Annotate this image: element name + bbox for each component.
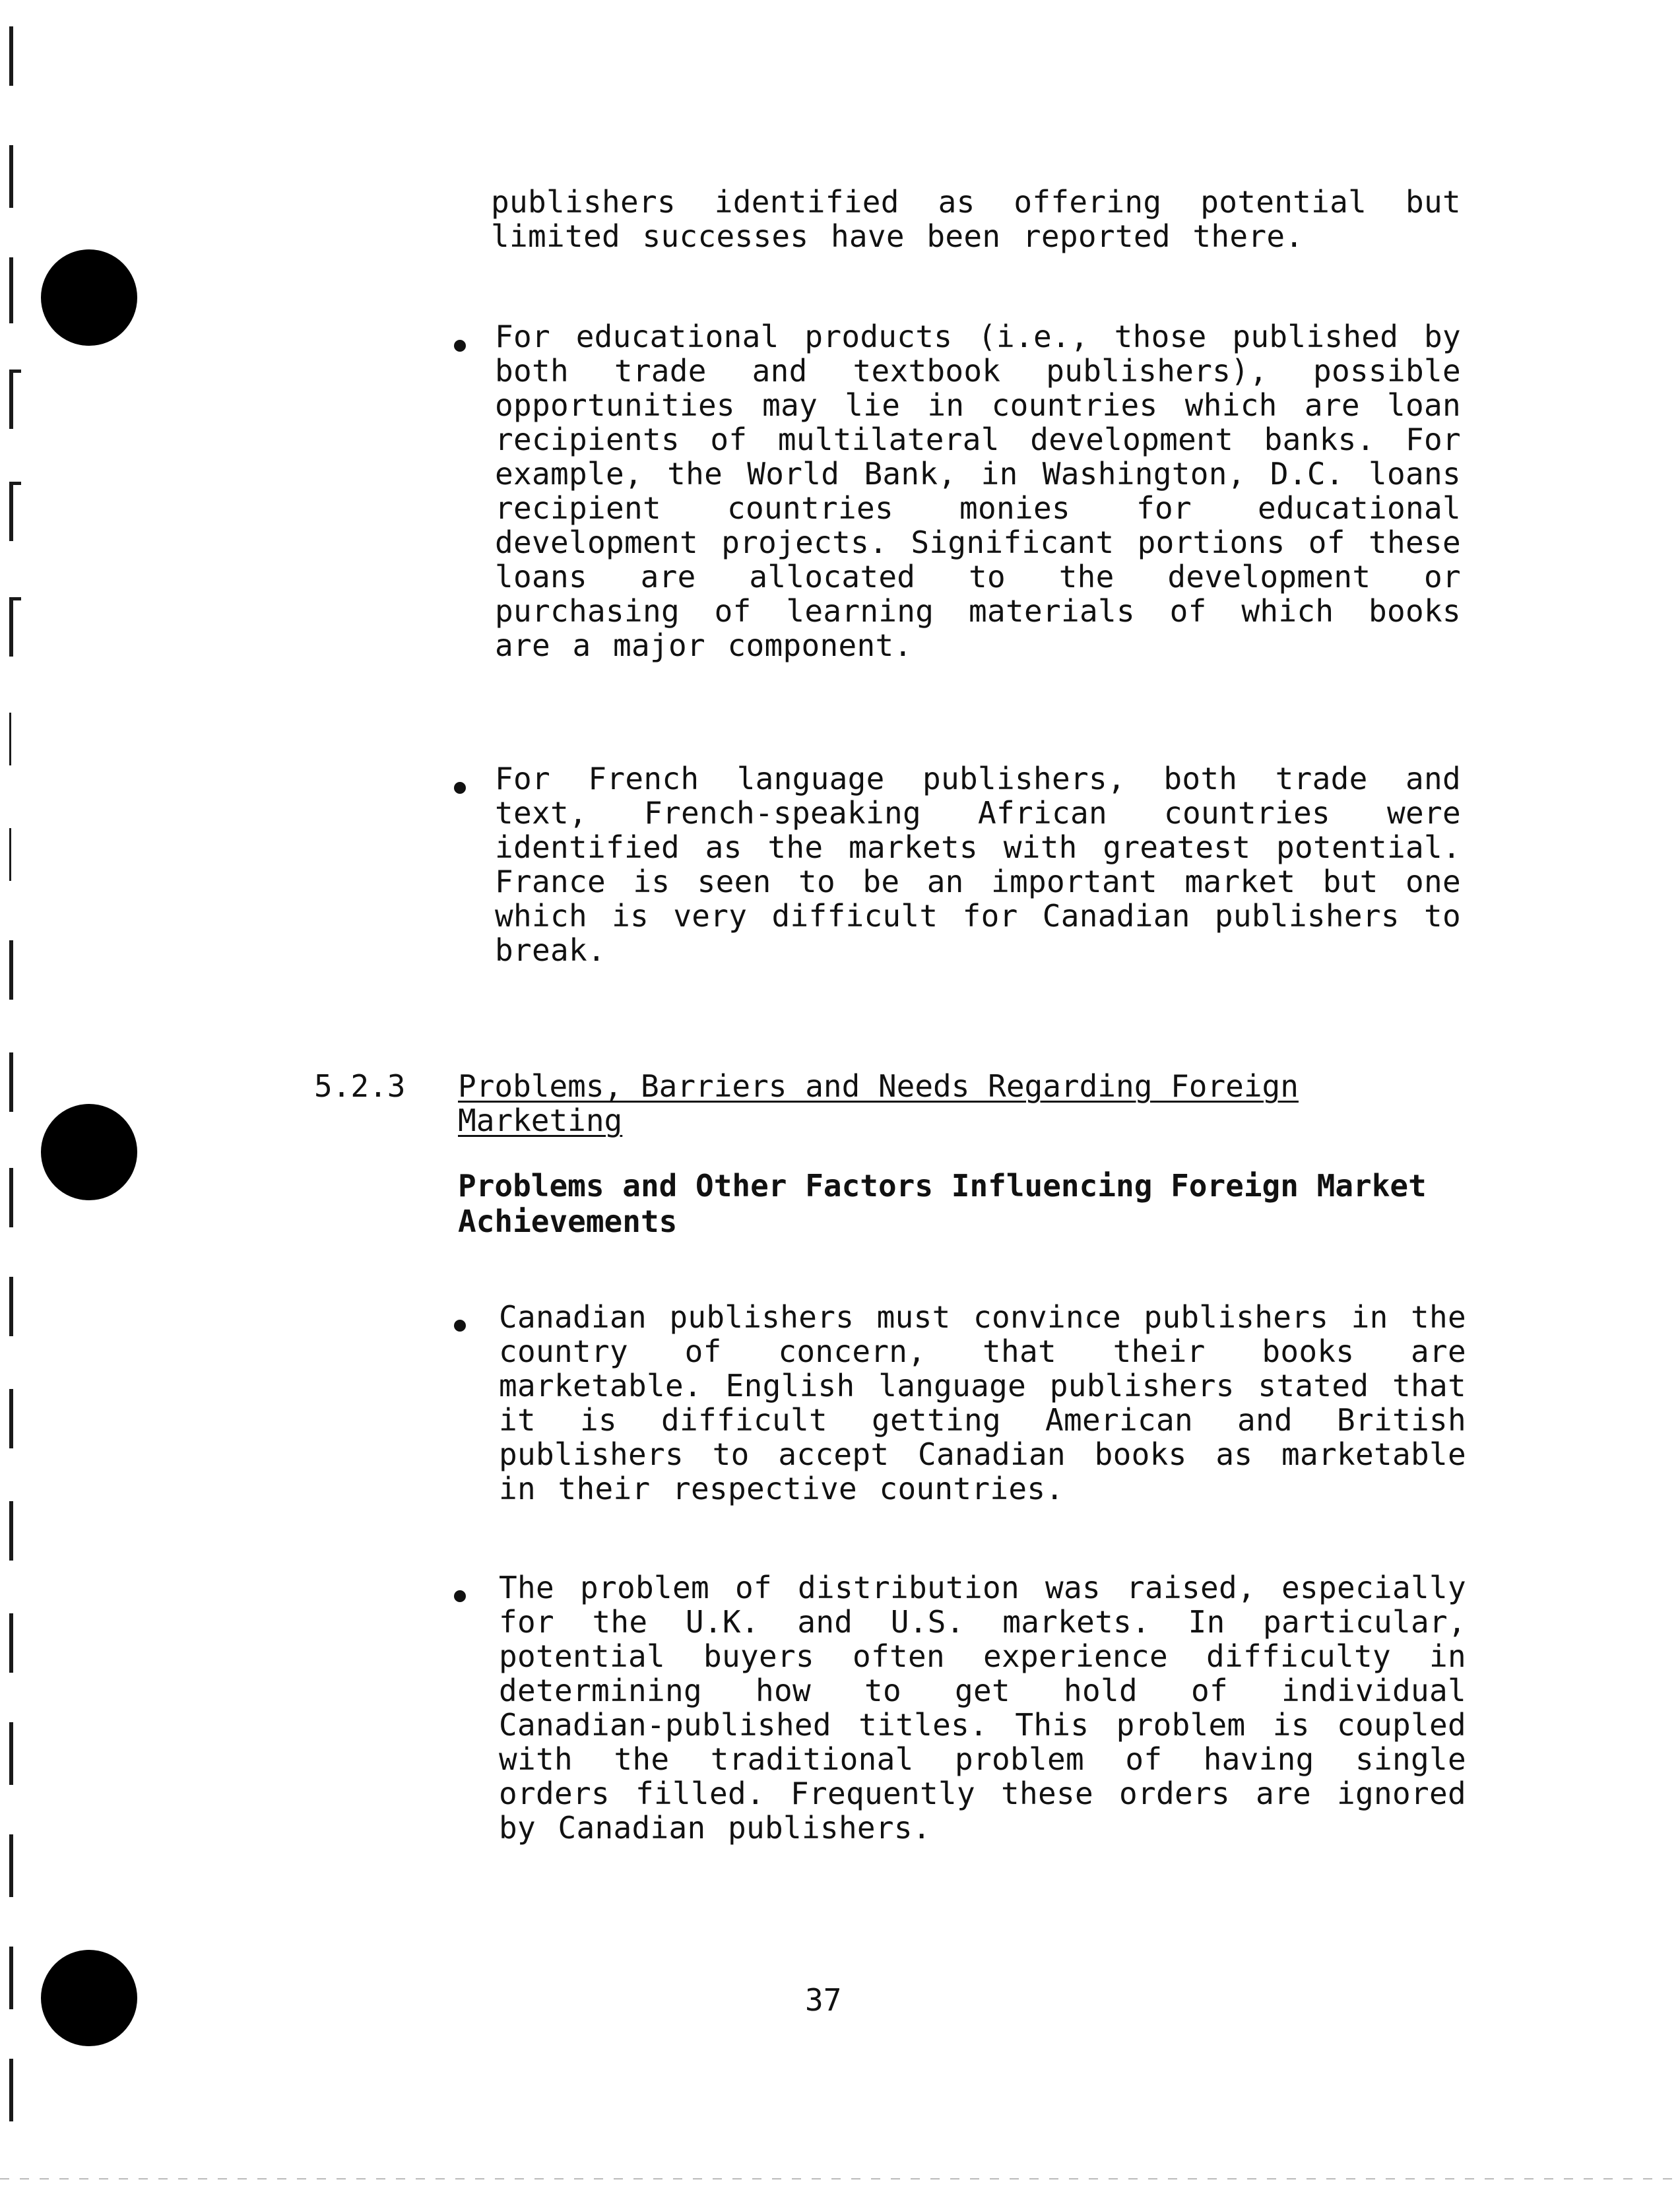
subheading: Problems and Other Factors Influencing Foreign Market Achievements: [458, 1168, 1427, 1239]
bullet-french-language: For French language publishers, both trade and text, French-speaking African countries were identified as the markets with greatest potential. France is seen to be an important market but one which is very difficult for Canadian publishers to break.: [495, 761, 1483, 968]
margin-mark: [9, 1834, 13, 1897]
margin-mark: [9, 2059, 13, 2121]
margin-mark: [9, 597, 21, 600]
margin-mark: [9, 713, 11, 765]
margin-mark: [9, 940, 13, 1000]
margin-mark: [9, 26, 13, 86]
margin-mark: [9, 1613, 13, 1673]
margin-mark: [9, 828, 11, 881]
margin-mark: [9, 1389, 13, 1448]
margin-mark: [9, 597, 13, 657]
binder-hole-top: [41, 249, 137, 346]
margin-mark: [9, 370, 21, 373]
bullet-educational-products: For educational products (i.e., those published by both trade and textbook publishers), possible opportunities may lie in countries which are loan recipients of multilateral development banks. For example, the World Bank, in Washington, D.C. loans recipient countries monies for educational development projects. Significant portions of these loans are allocated to the development or purchasing of learning materials of which books are a major component.: [495, 319, 1483, 663]
margin-mark: [9, 1501, 13, 1561]
bullet-distribution-problem: The problem of distribution was raised, especially for the U.K. and U.S. markets. In particular, potential buyers often experience difficulty in determining how to get hold of individual Canadian-published titles. This problem is coupled with the traditional problem of having single orders filled. Frequently these orders are ignored by Canadian publishers.: [499, 1570, 1489, 1846]
margin-mark: [9, 370, 13, 429]
bullet-dot: [454, 1590, 466, 1602]
margin-mark: [9, 257, 13, 323]
bullet-convince-publishers: Canadian publishers must convince publishers in the country of concern, that their books are marketable. English language publishers stated that it is difficult getting American and British publishers to accept Canadian books as marketable in their respective countries.: [499, 1299, 1489, 1506]
bullet-dot: [454, 1320, 466, 1332]
margin-mark: [9, 482, 13, 541]
page-number: 37: [805, 1982, 842, 2018]
continuation-paragraph: publishers identified as offering potential but limited successes have been reported there.: [491, 184, 1483, 254]
margin-mark: [9, 1168, 13, 1227]
margin-mark: [9, 1052, 13, 1112]
margin-mark: [9, 145, 13, 208]
margin-mark: [9, 482, 21, 485]
section-title: Problems, Barriers and Needs Regarding Foreign Marketing: [458, 1068, 1299, 1138]
bullet-dot: [454, 782, 466, 794]
binder-hole-middle: [41, 1104, 137, 1200]
bullet-dot: [454, 340, 466, 352]
binder-hole-bottom: [41, 1950, 137, 2046]
margin-mark: [9, 1722, 13, 1785]
margin-mark: [9, 1947, 13, 2009]
scan-edge-noise: [0, 2178, 1680, 2179]
margin-mark: [9, 1277, 13, 1336]
section-number: 5.2.3: [314, 1068, 406, 1104]
